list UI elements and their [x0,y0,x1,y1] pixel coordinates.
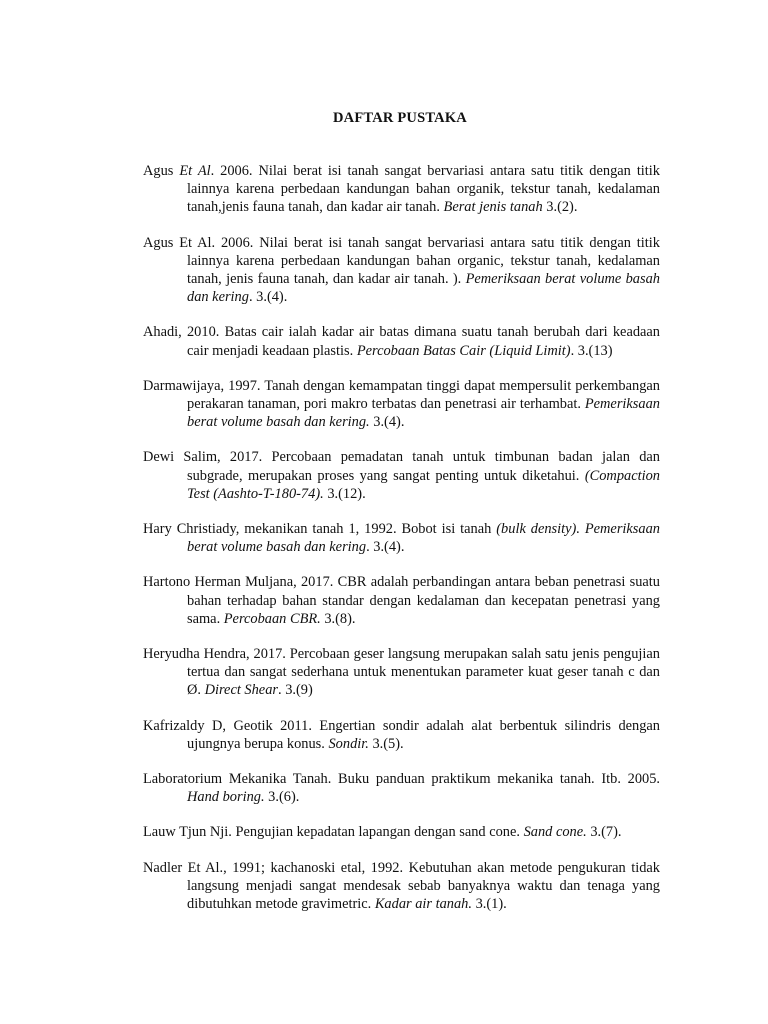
reference-entry [143,717,660,753]
reference-text: . 3.(9) [278,682,313,699]
reference-italic-text: Berat jenis tanah [443,199,543,216]
reference-italic-text: Hand boring. [187,789,265,806]
reference-text: Darmawijaya, 1997. Tanah dengan kemampatan tinggi dapat mempersulit perkembangan perakaran tanaman, pori makro terbatas dan penetrasi air terhambat. [143,377,660,413]
reference-entry [143,234,660,307]
reference-italic-text: (bulk density). Pemeriksaan berat volume basah dan kering [187,521,660,556]
reference-text: 3.(5). [368,735,404,752]
reference-text: Agus [143,163,180,179]
reference-entry [143,645,660,700]
page-title: DAFTAR PUSTAKA [333,110,467,126]
reference-text: Heryudha Hendra, 2017. Percobaan geser langsung merupakan salah satu jenis pengujian tertua dan sangat sederhana untuk menentukan parameter kuat geser tanah c dan Ø. [143,646,660,699]
reference-text: Lauw Tjun Nji. Pengujian kepadatan lapangan dengan sand cone. [143,824,524,841]
reference-entry [143,770,660,806]
reference-text: 3.(1). [471,896,507,913]
reference-text: Nadler Et Al., 1991; kachanoski etal, 1992. Kebutuhan akan metode pengukuran tidak langsung menjadi sangat mendesak sebab banyaknya waktu dan tenaga yang dibutuhkan metode gravimetric. [143,859,660,913]
reference-italic-text: Percobaan Batas Cair (Liquid Limit) [356,342,571,359]
reference-entry [143,377,660,432]
reference-italic-text: Pemeriksaan berat volume basah dan kering [187,271,660,306]
reference-entry [143,448,660,503]
reference-text: 3.(8). [320,610,356,627]
reference-text: Dewi Salim, 2017. Percobaan pemadatan tanah untuk timbunan badan jalan dan subgrade, merupakan proses yang sangat penting untuk diketahui. [143,449,660,484]
reference-italic-text: Et Al [179,163,211,179]
reference-entry [143,573,660,628]
reference-italic-text: (Compaction Test (Aashto-T-180-74). [187,467,660,502]
reference-text: Hartono Herman Muljana, 2017. CBR adalah perbandingan antara beban penetrasi suatu bahan terhadap bahan standar dengan kedalaman dan kecepatan penetrasi yang sama. [143,574,660,627]
reference-text: . 3.(13) [570,342,613,359]
reference-text: Kafrizaldy D, Geotik 2011. Engertian sondir adalah alat berbentuk silindris dengan ujungnya berupa konus. [143,717,660,752]
reference-text: . 2006. Nilai berat isi tanah sangat bervariasi antara satu titik dengan titik lainnya karena perbedaan kandungan bahan organik, tekstur tanah, kedalaman tanah,jenis fauna tanah, dan kadar air tanah. [187,163,661,216]
reference-entry [143,323,660,359]
reference-text: Ahadi, 2010. Batas cair ialah kadar air batas dimana suatu tanah berubah dari keadaan cair menjadi keadaan plastis. [143,324,660,359]
reference-entry [143,859,660,914]
reference-entry [143,520,660,556]
reference-entry [143,823,660,841]
reference-text: 3.(6). [264,789,300,806]
reference-text: Hary Christiady, mekanikan tanah 1, 1992. Bobot isi tanah [143,521,497,538]
reference-italic-text: Direct Shear [204,682,278,699]
reference-text: 3.(2). [542,199,578,216]
reference-text: 3.(12). [323,485,366,502]
reference-italic-text: Percobaan CBR. [223,610,321,627]
reference-text: . 3.(4). [248,289,288,306]
reference-italic-text: Kadar air tanah. [374,896,472,913]
reference-entry [143,162,660,217]
reference-text: . 3.(4). [366,539,405,556]
reference-text: Laboratorium Mekanika Tanah. Buku panduan praktikum mekanika tanah. Itb. 2005. [143,771,660,788]
reference-text: 3.(7). [586,824,622,841]
reference-list [143,162,660,930]
reference-italic-text: Pemeriksaan berat volume basah dan kering. [187,396,660,431]
reference-text: 3.(4). [369,414,405,431]
reference-italic-text: Sand cone. [523,824,587,841]
reference-text: Agus Et Al. 2006. Nilai berat isi tanah sangat bervariasi antara satu titik dengan titik lainnya karena perbedaan kandungan bahan organic, tekstur tanah, kedalaman tanah, jenis fauna tanah, dan kadar air tanah. ). [143,234,660,288]
reference-italic-text: Sondir. [328,735,369,752]
